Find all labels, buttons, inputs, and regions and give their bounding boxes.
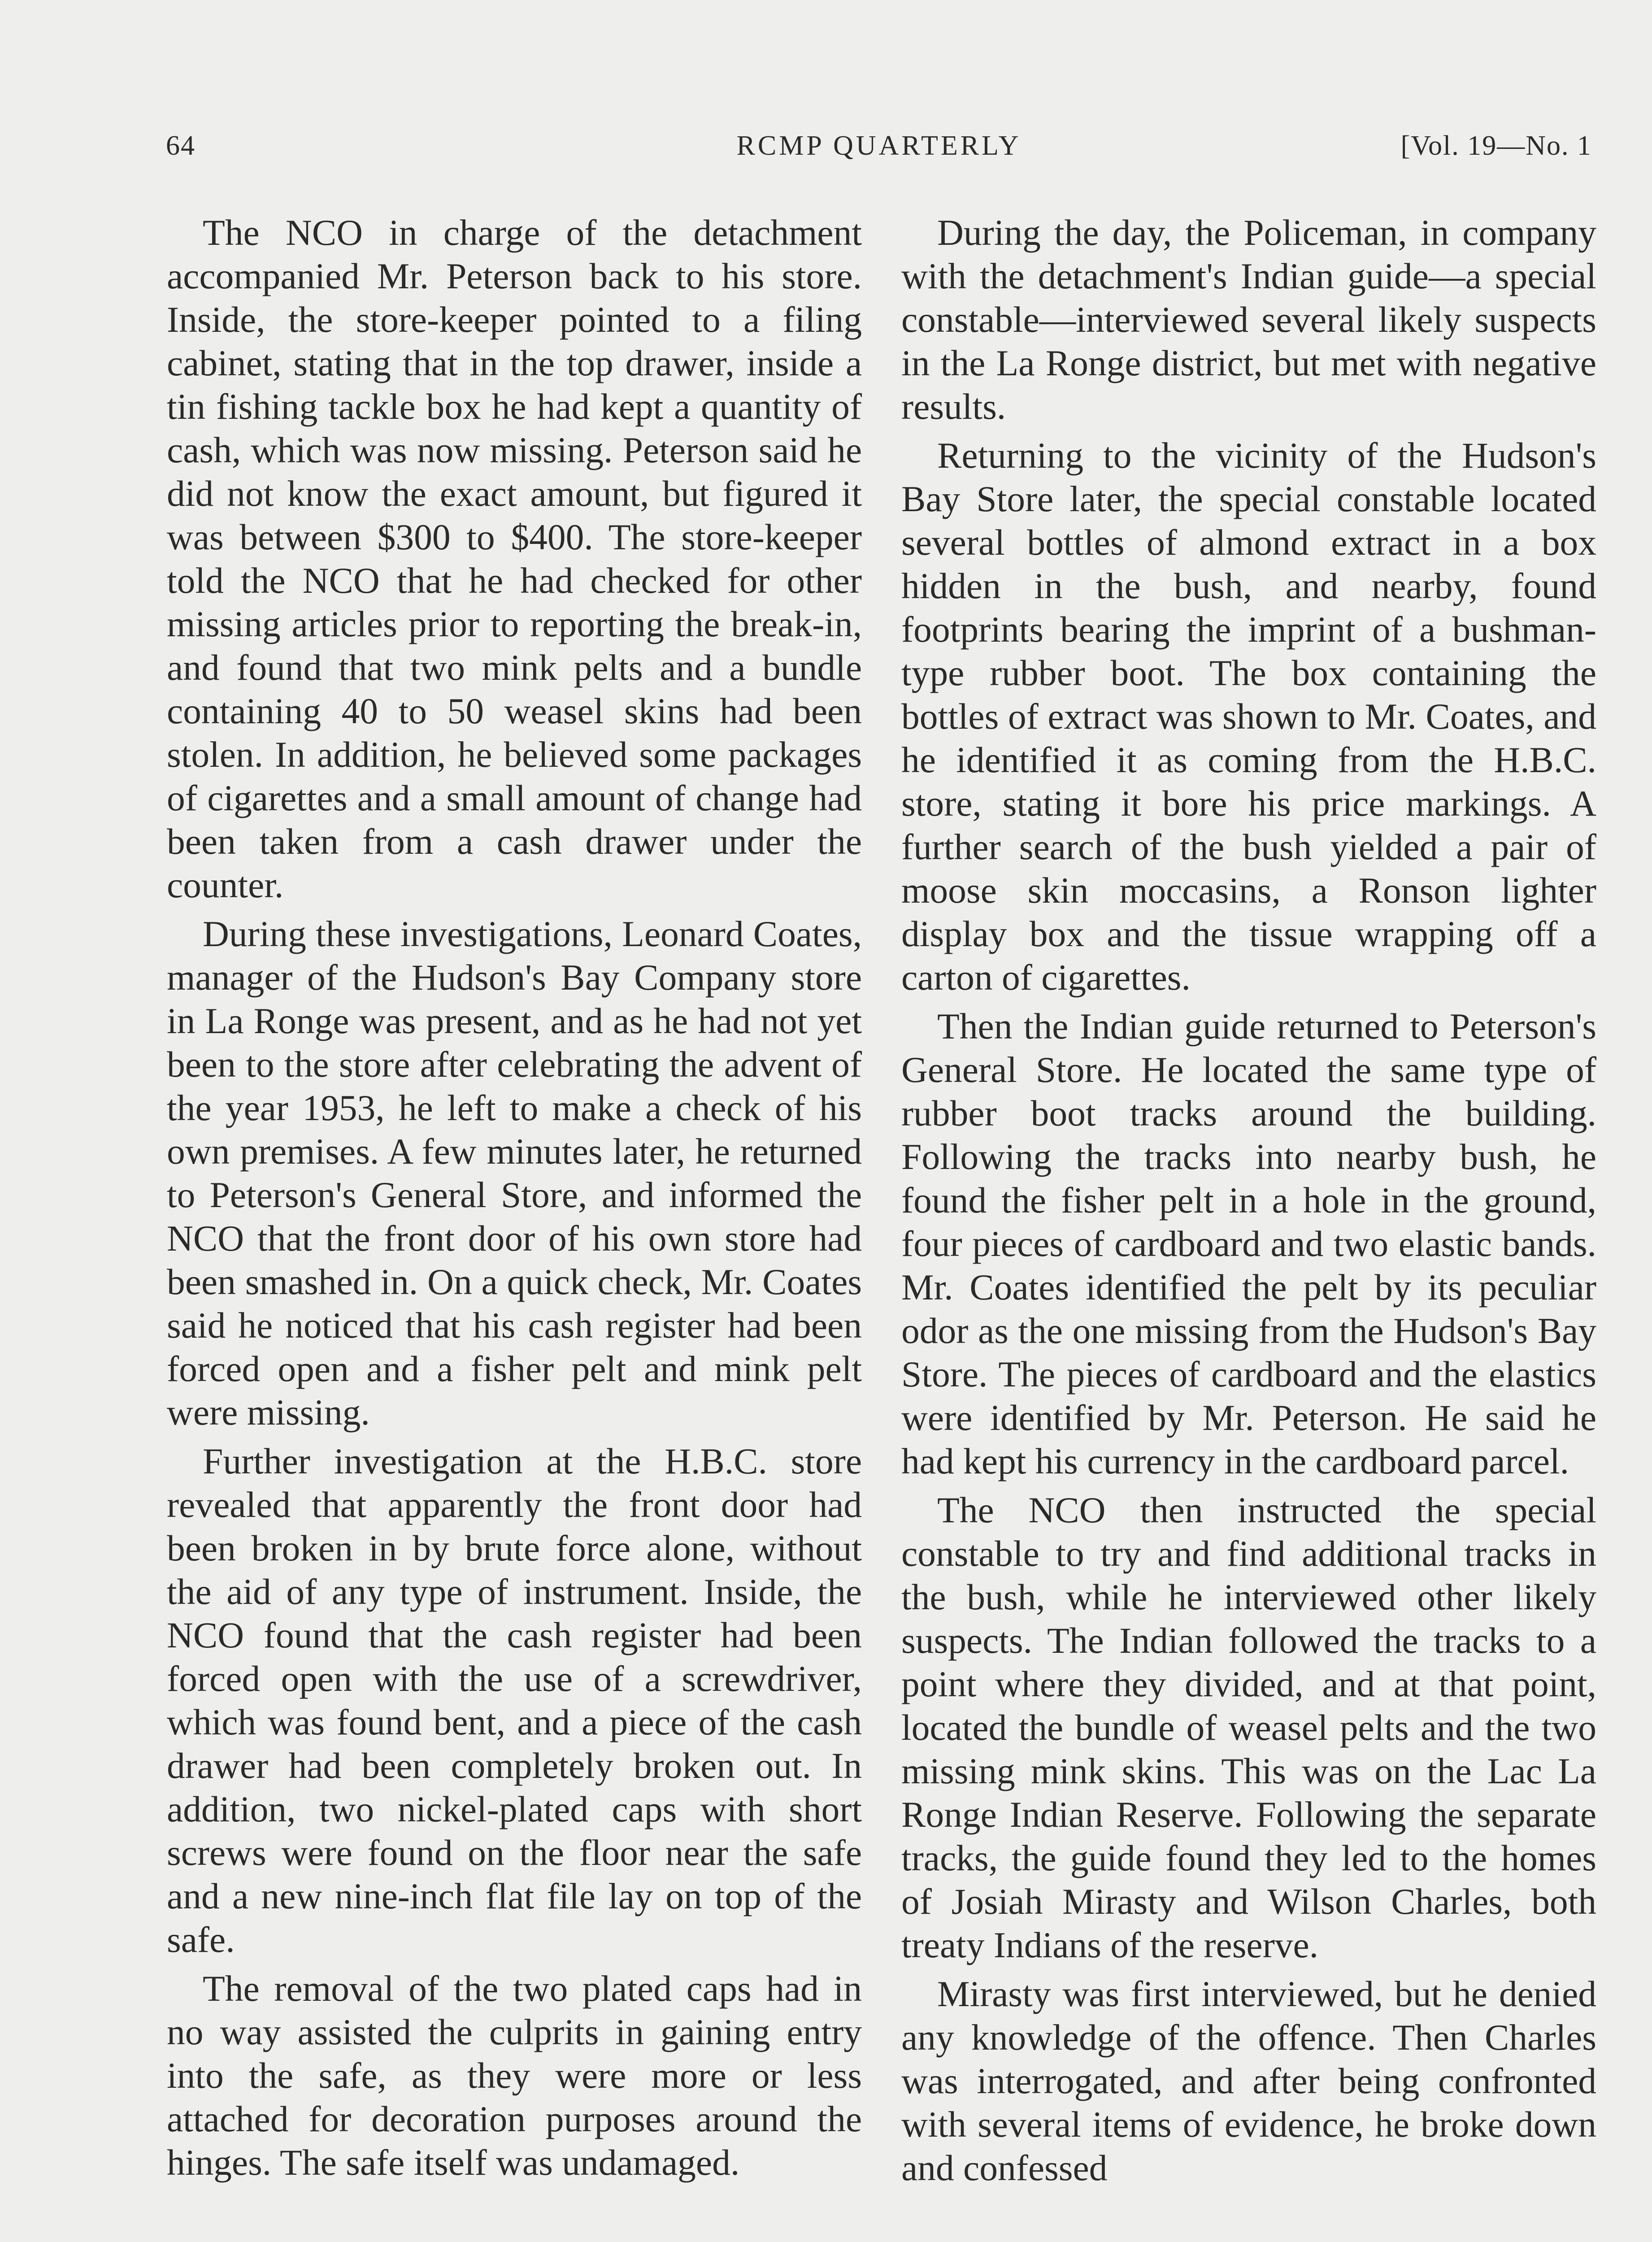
paragraph: The NCO in charge of the detachment accompanied Mr. Peterson back to his store. Inside, the store-keeper pointed to a filing cabinet, stating that in the top drawer, inside a tin fishing tackle box he had kept a quantity of cash, which was now missing. Peterson said he did not know the exact amount, but figured it was between $300 to $400. The store-keeper told the NCO that he had checked for other missing articles prior to reporting the break-in, and found that two mink pelts and a bundle containing 40 to 50 weasel skins had been stolen. In addition, he believed some packages of cigarettes and a small amount of change had been taken from a cash drawer under the counter. bbox=[167, 212, 862, 905]
paragraph: During the day, the Policeman, in company with the detachment's Indian guide—a special constable—interviewed several likely suspects in the La Ronge district, but met with negative results. bbox=[901, 212, 1596, 427]
paragraph: The NCO then instructed the special constable to try and find additional tracks in the bush, while he interviewed other likely suspects. The Indian followed the tracks to a point where they divided, and at that point, located the bundle of weasel pelts and the two missing mink skins. This was on the Lac La Ronge Indian Reserve. Following the separate tracks, the guide found they led to the homes of Josiah Mirasty and Wilson Charles, both treaty Indians of the reserve. bbox=[901, 1490, 1596, 1965]
right-column bbox=[901, 211, 1596, 2195]
running-head bbox=[166, 130, 1592, 166]
paragraph: Further investigation at the H.B.C. store revealed that apparently the front door had been broken in by brute force alone, without the aid of any type of instrument. Inside, the NCO found that the cash register had been forced open with the use of a screwdriver, which was found bent, and a piece of the cash drawer had been completely broken out. In addition, two nickel-plated caps with short screws were found on the floor near the safe and a new nine-inch flat file lay on top of the safe. bbox=[167, 1441, 862, 1960]
page-number: 64 bbox=[166, 130, 196, 161]
paragraph: Returning to the vicinity of the Hudson's Bay Store later, the special constable located several bottles of almond extract in a box hidden in the bush, and nearby, found footprints bearing the imprint of a bushman-type rubber boot. The box containing the bottles of extract was shown to Mr. Coates, and he identified it as coming from the H.B.C. store, stating it bore his price markings. A further search of the bush yielded a pair of moose skin moccasins, a Ronson lighter display box and the tissue wrapping off a carton of cigarettes. bbox=[901, 435, 1596, 998]
left-column bbox=[167, 211, 862, 2190]
volume-issue: [Vol. 19—No. 1 bbox=[1400, 130, 1592, 161]
paragraph: During these investigations, Leonard Coates, manager of the Hudson's Bay Company store in La Ronge was present, and as he had not yet been to the store after celebrating the advent of the year 1953, he left to make a check of his own premises. A few minutes later, he returned to Peterson's General Store, and informed the NCO that the front door of his own store had been smashed in. On a quick check, Mr. Coates said he noticed that his cash register had been forced open and a fisher pelt and mink pelt were missing. bbox=[167, 913, 862, 1433]
paragraph: Then the Indian guide returned to Peterson's General Store. He located the same type of rubber boot tracks around the building. Following the tracks into nearby bush, he found the fisher pelt in a hole in the ground, four pieces of cardboard and two elastic bands. Mr. Coates identified the pelt by its peculiar odor as the one missing from the Hudson's Bay Store. The pieces of cardboard and the elastics were identified by Mr. Peterson. He said he had kept his currency in the cardboard parcel. bbox=[901, 1006, 1596, 1482]
paragraph: The removal of the two plated caps had in no way assisted the culprits in gaining entry into the safe, as they were more or less attached for decoration purposes around the hinges. The safe itself was undamaged. bbox=[167, 1968, 862, 2183]
journal-title: RCMP QUARTERLY bbox=[736, 130, 1022, 161]
paragraph: Mirasty was first interviewed, but he denied any knowledge of the offence. Then Charles was interrogated, and after being confronted with several items of evidence, he broke down and confessed bbox=[901, 1973, 1596, 2188]
